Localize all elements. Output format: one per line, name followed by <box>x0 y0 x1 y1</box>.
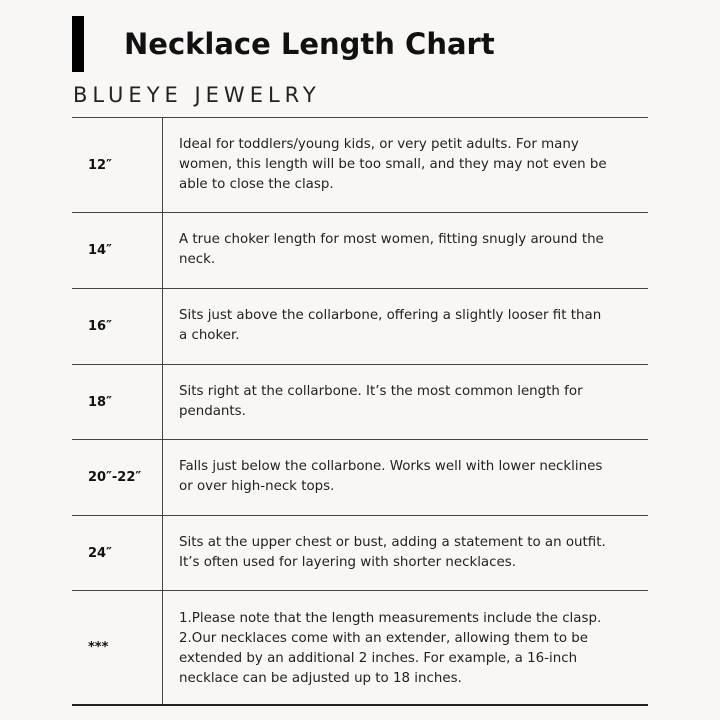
length-cell: *** <box>72 591 163 704</box>
table-row <box>72 212 648 288</box>
title-accent-bar <box>72 16 84 72</box>
length-cell: 18″ <box>72 365 163 439</box>
brand-name: BLUEYE JEWELRY <box>73 83 321 107</box>
length-cell: 14″ <box>72 213 163 288</box>
table-row <box>72 364 648 439</box>
page-title: Necklace Length Chart <box>124 27 495 61</box>
table-row <box>72 117 648 212</box>
description-cell: A true choker length for most women, fitting snugly around the neck. <box>179 232 604 267</box>
table-row <box>72 590 648 706</box>
description-cell: Ideal for toddlers/young kids, or very petit adults. For many women, this length will be too small, and they may not even be able to close the clasp. <box>179 137 607 192</box>
length-cell: 20″-22″ <box>72 440 163 515</box>
description-cell: Falls just below the collarbone. Works well with lower necklines or over high-neck tops. <box>179 459 603 494</box>
description-cell: Sits just above the collarbone, offering a slightly looser fit than a choker. <box>179 308 602 343</box>
table-row <box>72 515 648 590</box>
description-cell: Sits at the upper chest or bust, adding a statement to an outfit. It’s often used for layering with shorter necklaces. <box>179 535 606 570</box>
description-cell: Sits right at the collarbone. It’s the most common length for pendants. <box>179 384 583 419</box>
length-cell: 24″ <box>72 516 163 590</box>
table-row <box>72 288 648 364</box>
length-cell: 16″ <box>72 289 163 364</box>
length-chart-table <box>72 117 648 706</box>
notes-cell: 1.Please note that the length measurements include the clasp. 2.Our necklaces come with an extender, allowing them to be extended by an additional 2 inches. For example, a 16-inch necklace can be adjusted up to 18 inches. <box>179 611 602 686</box>
table-row <box>72 439 648 515</box>
length-cell: 12″ <box>72 118 163 212</box>
